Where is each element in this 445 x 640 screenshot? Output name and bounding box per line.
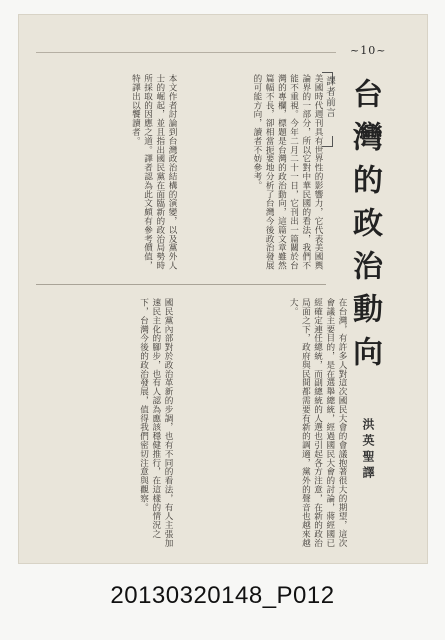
article-body-right: 在台灣，有許多人對這次國民大會的會議抱著很大的期望，這次會議主要目的，是在選舉總統，經過國民大會的討論，蔣經國已經確定連任總統，而副總統的人選也引起各方注意，在新的政治局面之下，政府與民間都需要有新的調適，黨外的聲音也越來越大。: [288, 298, 347, 548]
article-title: 台灣的政治動向: [347, 78, 382, 379]
page-number: ~10~: [350, 44, 387, 57]
preface-text-left: 本文作者討論到台灣政治結構的演變，以及黨外人士的崛起，並且指出國民黨在面臨新的政治局勢時所採取的因應之道。譯者認為此文頗有參考價值，特譯出以饗讀者。: [130, 74, 177, 270]
preface-label: 譯者前言: [324, 76, 335, 118]
preface-text-right: 美國時代週刊具有世界性的影響力，它代表美國輿論界的一部分，所以它對中華民國的看法，我們不能不重視。今年二月二十一日，它刊出一篇關於台灣的專欄，標題是台灣的政治動向，這篇文章雖然篇幅不長，卻相當扼要地分析了台灣今後政治發展的可能方向，讀者不妨參考。: [251, 74, 323, 270]
section-divider: [36, 284, 326, 285]
archive-catalog-id: 20130320148_P012: [110, 582, 335, 609]
author-translator: 洪英聖譯: [361, 418, 375, 482]
header-rule: [36, 52, 336, 53]
article-body-left: 國民黨內部對於政治革新的步調，也有不同的看法，有人主張加速民主化的腳步，也有人認為應該穩健推行，在這樣的情況之下，台灣今後的政治發展，值得我們密切注意與觀察。: [138, 298, 173, 548]
